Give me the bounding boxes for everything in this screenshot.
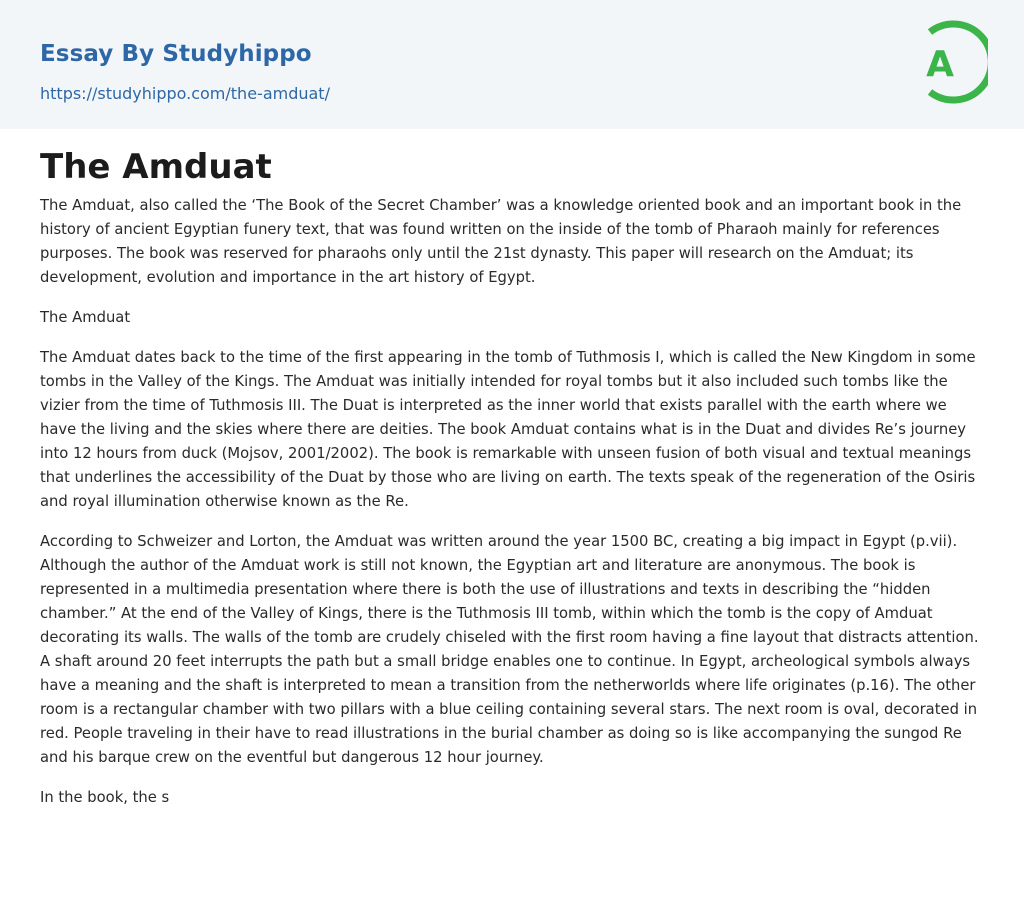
paragraph-history: The Amduat dates back to the time of the first appearing in the tomb of Tuthmosis I, which is called the New Kingdom in some tombs in the Valley of the Kings. The Amduat was initially intended for royal tombs but it also included such tombs like the vizier from the time of Tuthmosis III. The Duat is interpreted as the inner world that exists parallel with the earth where we have the living and the skies where there are deities. The book Amduat contains what is in the Duat and divides Re’s journey into 12 hours from duck (Mojsov, 2001/2002). The book is remarkable with unseen fusion of both visual and textual meanings that underlines the accessibility of the Duat by those who are living on earth. The texts speak of the regeneration of the Osiris and royal illumination otherwise known as the Re. [40,349,976,510]
studyhippo-logo-icon[interactable] [906,18,988,106]
essay-url-link[interactable]: https://studyhippo.com/the-amduat/ [40,84,330,103]
article-body [40,144,984,826]
site-header [0,0,1024,129]
paragraph-intro: The Amduat, also called the ‘The Book of the Secret Chamber’ was a knowledge oriented book and an important book in the history of ancient Egyptian funery text, that was found written on the inside of the tomb of Pharaoh mainly for references purposes. The book was reserved for pharaohs only until the 21st dynasty. This paper will research on the Amduat; its development, evolution and importance in the art history of Egypt. [40,197,962,286]
page-title: The Amduat [40,147,272,187]
paragraph-truncated: In the book, the s [40,789,170,806]
site-brand-title: Essay By Studyhippo [40,41,312,67]
logo-letter: A [926,44,954,85]
paragraph-subheading: The Amduat [40,309,131,326]
paragraph-schweizer-lorton: According to Schweizer and Lorton, the Amduat was written around the year 1500 BC, creating a big impact in Egypt (p.vii). Although the author of the Amduat work is still not known, the Egyptian art and literature are anonymous. The book is represented in a multimedia presentation where there is both the use of illustrations and texts in describing the “hidden chamber.” At the end of the Valley of Kings, there is the Tuthmosis III tomb, within which the tomb is the copy of Amduat decorating its walls. The walls of the tomb are crudely chiseled with the first room having a fine layout that distracts attention. A shaft around 20 feet interrupts the path but a small bridge enables one to continue. In Egypt, archeological symbols always have a meaning and the shaft is interpreted to mean a transition from the netherworlds where life originates (p.16). The other room is a rectangular chamber with two pillars with a blue ceiling containing several stars. The next room is oval, decorated in red. People traveling in their have to read illustrations in the burial chamber as doing so is like accompanying the sungod Re and his barque crew on the eventful but dangerous 12 hour journey. [40,533,979,766]
